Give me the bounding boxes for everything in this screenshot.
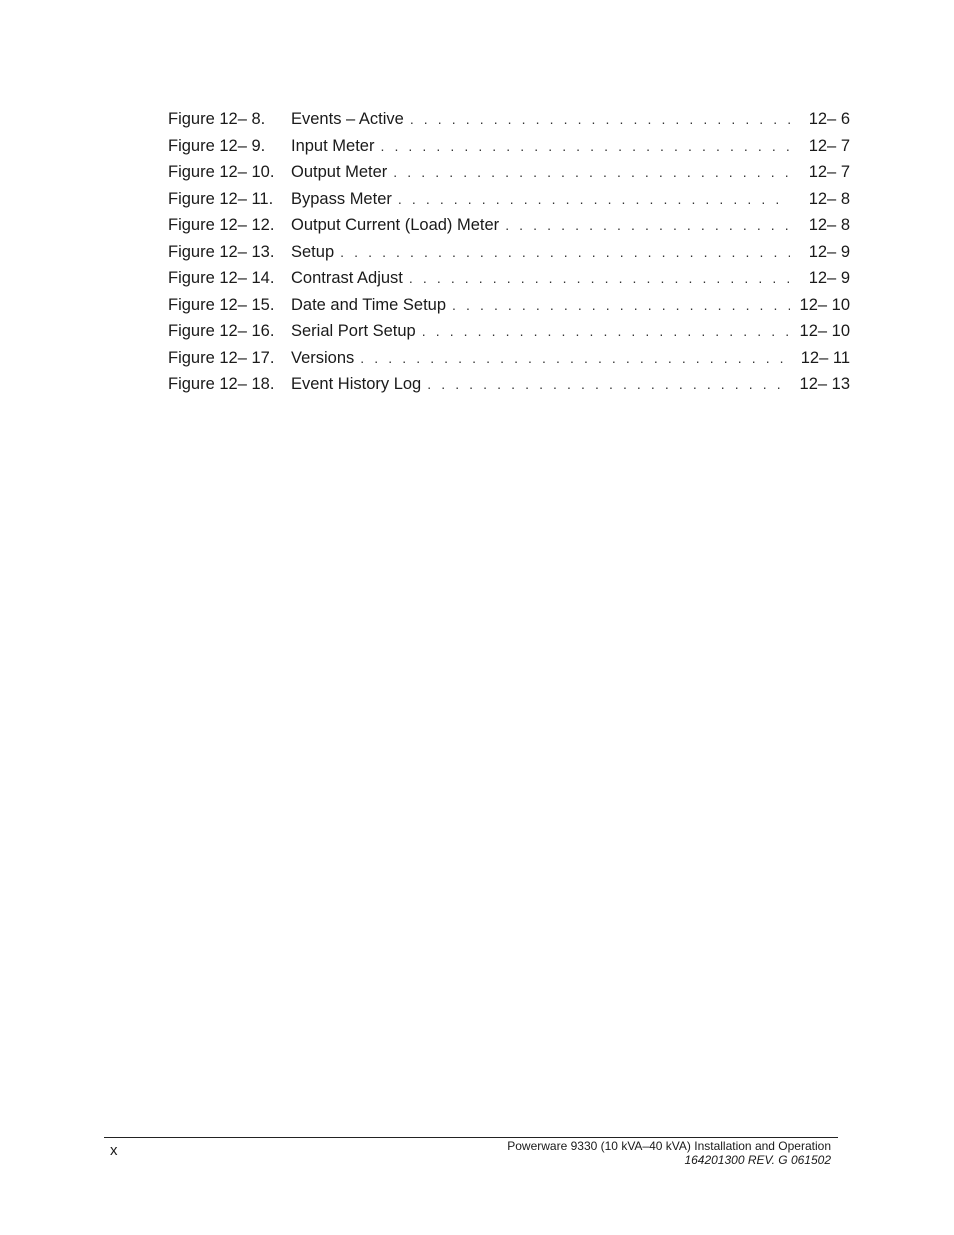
page-reference: 12– 6 xyxy=(808,110,850,128)
figure-title: Event History Log xyxy=(291,375,422,393)
toc-entry xyxy=(168,371,850,398)
figure-title: Serial Port Setup xyxy=(291,322,416,340)
toc-entry xyxy=(168,265,850,292)
page-reference: 12– 10 xyxy=(799,295,850,314)
figure-number: Figure 12– 16. xyxy=(168,322,275,340)
list-of-figures xyxy=(168,106,850,398)
figure-number: Figure 12– 8. xyxy=(168,110,266,128)
toc-entry xyxy=(168,239,850,266)
toc-entry xyxy=(168,212,850,239)
page-reference: 12– 7 xyxy=(808,163,850,181)
figure-title: Events – Active xyxy=(291,110,404,128)
page-reference: 12– 9 xyxy=(808,269,850,287)
toc-entry xyxy=(168,292,850,319)
figure-number: Figure 12– 18. xyxy=(168,375,275,393)
dot-leader xyxy=(398,186,790,213)
figure-number: Figure 12– 14. xyxy=(168,269,275,287)
dot-leader xyxy=(340,239,790,266)
dot-leader xyxy=(393,159,790,186)
figure-title: Bypass Meter xyxy=(291,189,392,208)
dot-leader xyxy=(505,212,790,239)
dot-leader xyxy=(427,371,790,398)
page-reference: 12– 8 xyxy=(808,216,850,234)
footer-doc-info xyxy=(507,1140,831,1167)
figure-title: Contrast Adjust xyxy=(291,269,403,287)
dot-leader xyxy=(422,318,790,345)
figure-number: Figure 12– 10. xyxy=(168,163,275,181)
figure-title: Date and Time Setup xyxy=(291,295,447,314)
toc-entry xyxy=(168,345,850,372)
page-reference: 12– 9 xyxy=(808,242,850,261)
footer-doc-title: Powerware 9330 (10 kVA–40 kVA) Installation and Operation xyxy=(507,1139,831,1153)
dot-leader xyxy=(410,106,790,133)
figure-title: Versions xyxy=(291,348,355,367)
figure-number: Figure 12– 15. xyxy=(168,295,275,314)
figure-number: Figure 12– 9. xyxy=(168,136,266,155)
figure-number: Figure 12– 12. xyxy=(168,216,275,234)
figure-title: Setup xyxy=(291,242,335,261)
page-reference: 12– 10 xyxy=(799,322,850,340)
figure-number: Figure 12– 11. xyxy=(168,189,274,208)
figure-number: Figure 12– 13. xyxy=(168,242,275,261)
dot-leader xyxy=(409,265,790,292)
toc-entry xyxy=(168,106,850,133)
dot-leader xyxy=(360,345,790,372)
footer-divider xyxy=(104,1137,838,1138)
page-reference: 12– 13 xyxy=(799,375,850,393)
toc-entry xyxy=(168,159,850,186)
footer-doc-number: 164201300 REV. G 061502 xyxy=(684,1152,831,1167)
figure-number: Figure 12– 17. xyxy=(168,348,275,367)
page-reference: 12– 8 xyxy=(808,189,850,208)
dot-leader xyxy=(380,133,790,160)
toc-entry xyxy=(168,186,850,213)
toc-entry xyxy=(168,318,850,345)
figure-title: Output Meter xyxy=(291,163,388,181)
toc-entry xyxy=(168,133,850,160)
page-reference: 12– 7 xyxy=(808,136,850,155)
figure-title: Output Current (Load) Meter xyxy=(291,216,500,234)
footer-page-number: x xyxy=(110,1142,118,1159)
dot-leader xyxy=(452,292,790,319)
figure-title: Input Meter xyxy=(291,136,375,155)
page-reference: 12– 11 xyxy=(800,348,850,367)
